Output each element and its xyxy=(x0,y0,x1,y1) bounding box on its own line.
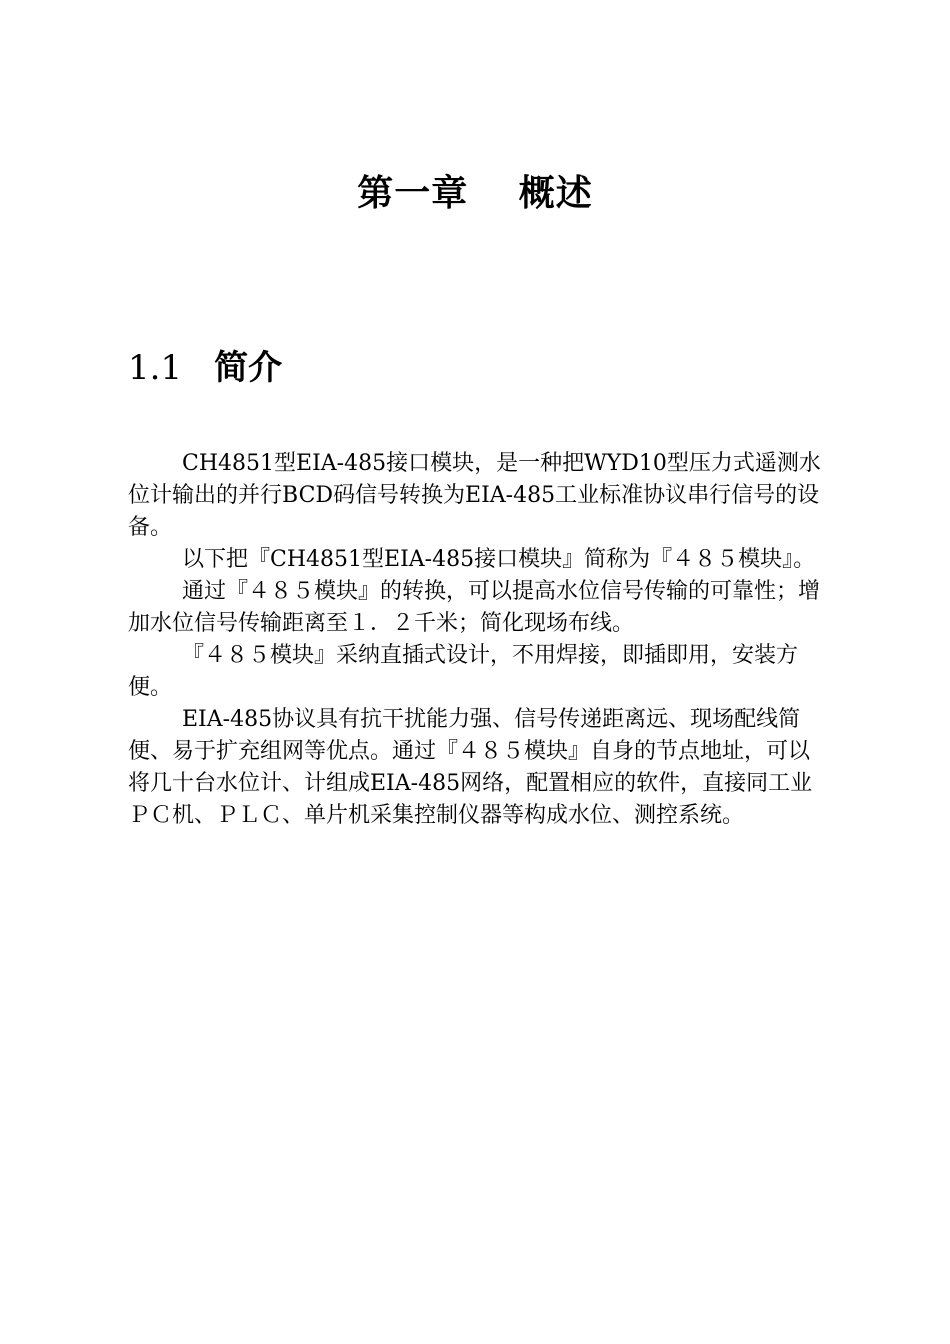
paragraph-abbreviation: 以下把『CH4851型EIA-485接口模块』简称为『４８５模块』。 xyxy=(182,547,816,572)
paragraph-intro: CH4851型EIA-485接口模块，是一种把WYD10型压力式遥测水位计输出的并行BCD码信号转换为EIA-485工业标准协议串行信号的设备。 xyxy=(128,451,821,540)
section-heading xyxy=(128,344,282,392)
paragraph-benefits: 通过『４８５模块』的转换，可以提高水位信号传输的可靠性；增加水位信号传输距离至１．２千米；简化现场布线。 xyxy=(128,579,821,636)
paragraph-design: 『４８５模块』采纳直插式设计，不用焊接，即插即用，安装方便。 xyxy=(128,643,799,700)
section-title: 简介 xyxy=(214,348,283,388)
section-number: 1.1 xyxy=(128,348,183,388)
body-text xyxy=(128,448,828,832)
paragraph-protocol: EIA-485协议具有抗干扰能力强、信号传递距离远、现场配线简便、易于扩充组网等优点。通过『４８５模块』自身的节点地址，可以将几十台水位计、计组成EIA-485网络，配置相应的软件，直接同工业ＰＣ机、ＰＬＣ、单片机采集控制仪器等构成水位、测控系统。 xyxy=(128,707,813,828)
chapter-title: 第一章 概述 xyxy=(357,173,593,214)
